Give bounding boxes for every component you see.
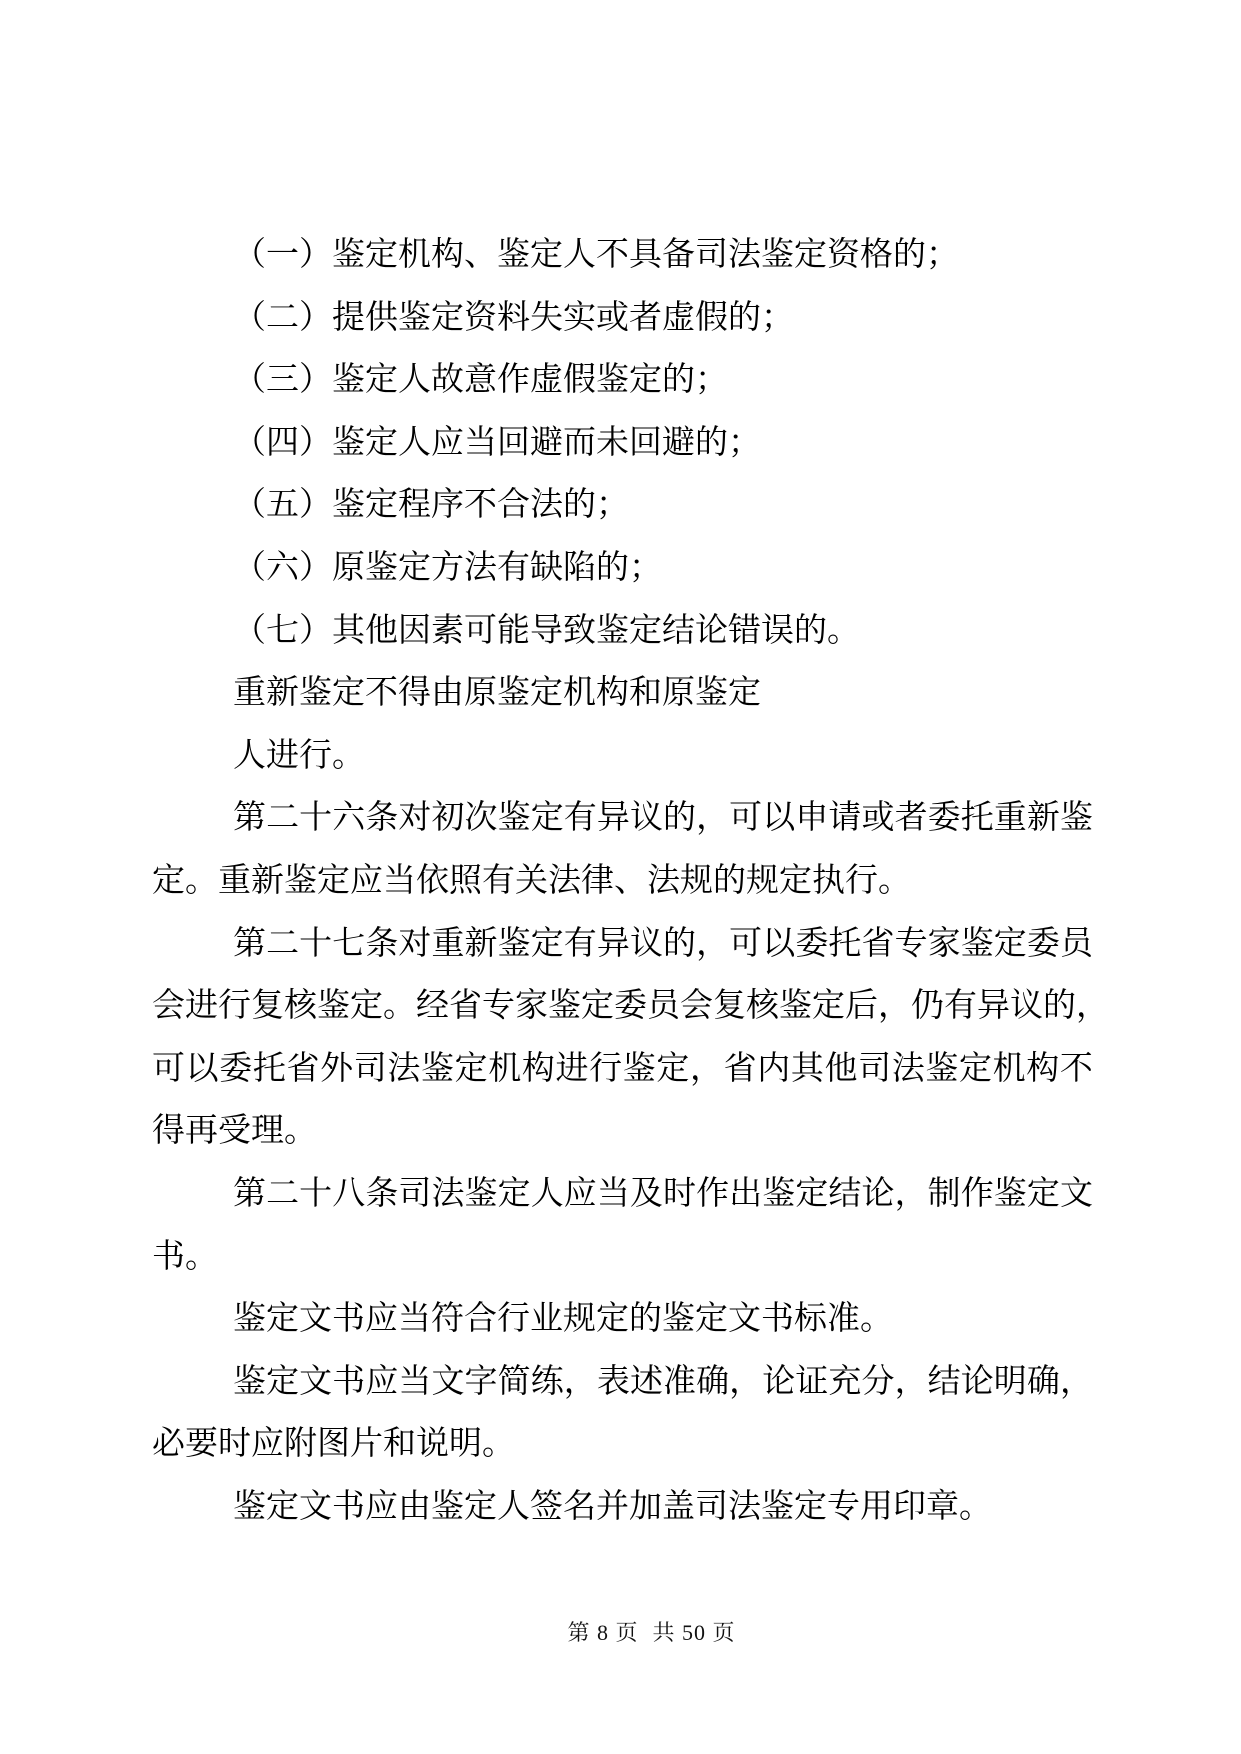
text-line: 书。 — [152, 1238, 218, 1275]
text-line: 会 进 行 复 核 鉴 定 。 经 省 专 家 鉴 定 委 员 会 复 核 鉴 定 后 ， 仍 有 异 议 的 ， — [152, 988, 1109, 1025]
text-line: （六）原鉴定方法有缺陷的； — [233, 549, 662, 586]
page-number-current: 第 8 页 — [567, 1620, 639, 1645]
text-line: 第 二 十 八 条 司 法 鉴 定 人 应 当 及 时 作 出 鉴 定 结 论 ， 制 作 鉴 定 文 — [233, 1175, 1093, 1212]
page-count-total: 共 50 页 — [652, 1620, 736, 1645]
text-line: 鉴定文书应当符合行业规定的鉴定文书标准。 — [233, 1301, 893, 1338]
page-footer — [31, 1616, 1241, 1647]
text-line: 人进行。 — [233, 737, 365, 774]
text-line: （七）其他因素可能导致鉴定结论错误的。 — [233, 612, 860, 649]
text-line: 得再受理。 — [152, 1113, 317, 1150]
text-line: 鉴定文书应由鉴定人签名并加盖司法鉴定专用印章。 — [233, 1488, 992, 1525]
text-line: 可 以 委 托 省 外 司 法 鉴 定 机 构 进 行 鉴 定 ， 省 内 其 他 司 法 鉴 定 机 构 不 — [152, 1050, 1093, 1087]
text-line: （三）鉴定人故意作虚假鉴定的； — [233, 362, 728, 399]
text-line: （四）鉴定人应当回避而未回避的； — [233, 424, 761, 461]
text-line: （一）鉴定机构、鉴定人不具备司法鉴定资格的； — [233, 237, 959, 273]
text-line: （二）提供鉴定资料失实或者虚假的； — [233, 299, 794, 336]
text-line: 定。重新鉴定应当依照有关法律、法规的规定执行。 — [152, 862, 911, 899]
text-line: 第 二 十 七 条 对 重 新 鉴 定 有 异 议 的 ， 可 以 委 托 省 专 家 鉴 定 委 员 — [233, 925, 1093, 962]
document-body — [152, 224, 1109, 1538]
text-line: 第 二 十 六 条 对 初 次 鉴 定 有 异 议 的 ， 可 以 申 请 或 者 委 托 重 新 鉴 — [233, 800, 1093, 837]
text-line: 鉴 定 文 书 应 当 文 字 简 练 ， 表 述 准 确 ， 论 证 充 分 ， 结 论 明 确 ， — [233, 1363, 1093, 1400]
text-line: 重新鉴定不得由原鉴定机构和原鉴定 — [233, 675, 761, 712]
text-line: 必要时应附图片和说明。 — [152, 1426, 515, 1463]
text-line: （五）鉴定程序不合法的； — [233, 487, 629, 524]
